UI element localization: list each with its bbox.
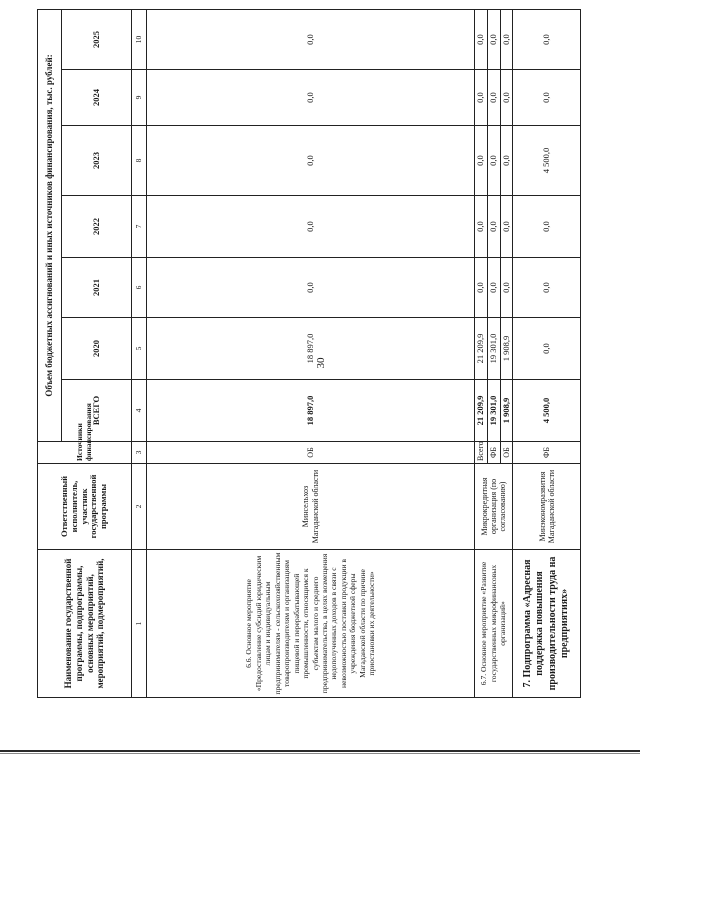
column-number: 9 [132, 70, 147, 126]
row-6-6-2025: 0,0 [147, 9, 475, 69]
row-6-7-total-2025: 0,0 [475, 9, 488, 69]
row-6-6-2021: 0,0 [147, 258, 475, 318]
row-6-7-total-all: 21 209,9 [475, 380, 488, 442]
row-6-6-source: ОБ [147, 442, 475, 464]
row-7-2021: 0,0 [513, 258, 581, 318]
row-7-responsible: Минэкономразвития Магаданской области [513, 464, 581, 550]
column-number: 7 [132, 196, 147, 258]
row-7-name: 7. Подпрограмма «Адресная поддержка повышения производительности труда на предприятиях» [513, 550, 581, 698]
row-6-7-fb-2023: 0,0 [487, 126, 500, 196]
column-number: 8 [132, 126, 147, 196]
column-number-row [132, 9, 147, 697]
header-total: ВСЕГО [62, 380, 132, 442]
row-6-7-total-2021: 0,0 [475, 258, 488, 318]
row-6-7-ob-2021: 0,0 [500, 258, 513, 318]
row-7-2024: 0,0 [513, 70, 581, 126]
row-6-7-total-2023: 0,0 [475, 126, 488, 196]
column-number: 5 [132, 318, 147, 380]
row-6-7-fb-2022: 0,0 [487, 196, 500, 258]
header-name: Наименование государственной программы, подпрограммы, основных мероприятий, мероприятий, подмероприятий, [38, 550, 132, 698]
row-6-7-name: 6.7. Основное мероприятие «Развитие государственных микрофинансовых организаций» [475, 550, 513, 698]
row-6-7-total-2024: 0,0 [475, 70, 488, 126]
row-7-total: 4 500,0 [513, 380, 581, 442]
row-6-7-fb-2024: 0,0 [487, 70, 500, 126]
header-budget-group: Объем бюджетных ассигнований и иных источников финансирования, тыс. рублей: [38, 9, 62, 441]
row-6-7-ob-2022: 0,0 [500, 196, 513, 258]
header-responsible: Ответственный исполнитель, участник государственной программы [38, 464, 132, 550]
page-number: 30 [315, 357, 327, 369]
row-6-6-2024: 0,0 [147, 70, 475, 126]
row-7-source: ФБ [513, 442, 581, 464]
row-6-7-responsible: Микрокредитная организация (по согласованию) [475, 464, 513, 550]
header-source: Источники финансирования [38, 442, 132, 464]
row-6-7-fb-2025: 0,0 [487, 9, 500, 69]
header-year-2024: 2024 [62, 70, 132, 126]
header-row-1 [38, 9, 62, 697]
header-year-2020: 2020 [62, 318, 132, 380]
row-6-7-fb-2021: 0,0 [487, 258, 500, 318]
row-6-7-ob-2024: 0,0 [500, 70, 513, 126]
header-year-2023: 2023 [62, 126, 132, 196]
row-6-6-2022: 0,0 [147, 196, 475, 258]
column-number: 6 [132, 258, 147, 318]
row-6-6-2020: 18 897,0 [147, 318, 475, 380]
page-divider-line [0, 750, 640, 752]
column-number: 10 [132, 9, 147, 69]
row-7-2023: 4 500,0 [513, 126, 581, 196]
row-6-6-name: 6.6. Основное мероприятие «Предоставление субсидий юридическим лицам и индивидуальным предпринимателям - сельскохозяйственным товаропроизводителям и организациям пищевой и перерабатывающей промышленности, относящимся к субъектам малого и среднего предпринимательства, в целях возмещения недополученных доходов в связи с невозможностью поставки продукции в учреждения бюджетной сферы Магаданской области по причине приостановки их деятельности» [147, 550, 475, 698]
header-year-2022: 2022 [62, 196, 132, 258]
rotated-table-area [37, 10, 725, 695]
row-7-2025: 0,0 [513, 9, 581, 69]
row-7-2022: 0,0 [513, 196, 581, 258]
row-6-7-ob-2020: 1 908,9 [500, 318, 513, 380]
column-number: 3 [132, 442, 147, 464]
budget-table [37, 9, 581, 698]
row-6-6-2023: 0,0 [147, 126, 475, 196]
header-year-2025: 2025 [62, 9, 132, 69]
page-divider-shadow [0, 753, 640, 754]
row-6-7-fb-all: 19 301,0 [487, 380, 500, 442]
row-6-7-total-2020: 21 209,9 [475, 318, 488, 380]
row-6-6-responsible: Минсельхоз Магаданской области [147, 464, 475, 550]
header-year-2021: 2021 [62, 258, 132, 318]
table-row-6-7-total [475, 9, 488, 697]
row-6-7-source-fb: ФБ [487, 442, 500, 464]
row-6-7-total-2022: 0,0 [475, 196, 488, 258]
row-6-7-ob-2025: 0,0 [500, 9, 513, 69]
column-number: 2 [132, 464, 147, 550]
row-6-7-fb-2020: 19 301,0 [487, 318, 500, 380]
table-row-7 [513, 9, 581, 697]
column-number: 1 [132, 550, 147, 698]
column-number: 4 [132, 380, 147, 442]
row-6-6-total: 18 897,0 [147, 380, 475, 442]
row-6-7-ob-2023: 0,0 [500, 126, 513, 196]
row-6-7-source-ob: ОБ [500, 442, 513, 464]
table-rotator [37, 10, 575, 698]
row-6-7-ob-all: 1 908,9 [500, 380, 513, 442]
row-7-2020: 0,0 [513, 318, 581, 380]
row-6-7-source-total: Всего [475, 442, 488, 464]
table-row-6-6 [147, 9, 475, 697]
